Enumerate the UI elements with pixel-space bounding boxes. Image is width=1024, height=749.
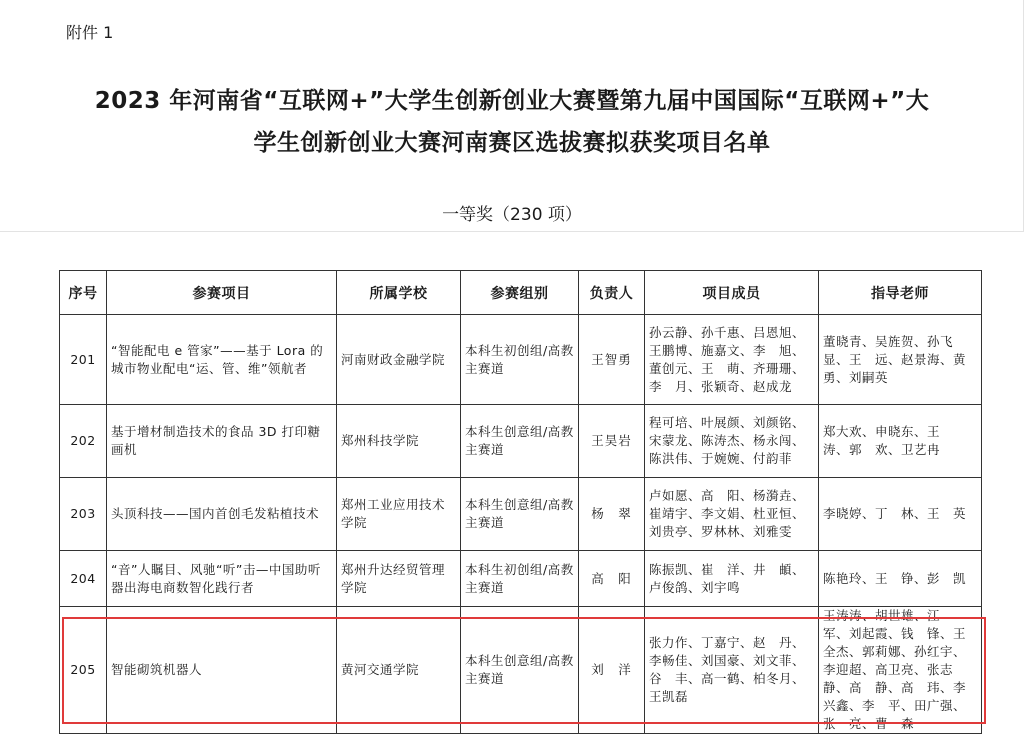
table-row [60, 478, 982, 551]
column-header-school: 所属学校 [337, 271, 461, 315]
column-header-project: 参赛项目 [107, 271, 337, 315]
column-header-group: 参赛组别 [461, 271, 579, 315]
document-title-line-1: 2023 年河南省“互联网+”大学生创新创业大赛暨第九届中国国际“互联网+”大 [94, 88, 930, 114]
row-leader: 王智勇 [579, 315, 645, 405]
row-advisors: 王涛涛、胡世雄、江 军、刘起霞、钱 锋、王全杰、郭莉娜、孙红宇、李迎超、高卫亮、张志静、高 静、高 玮、李兴鑫、李 平、田广强、张 亮、曹 森 [819, 607, 982, 734]
column-header-members: 项目成员 [645, 271, 819, 315]
row-school: 郑州升达经贸管理学院 [337, 551, 461, 607]
row-no: 202 [60, 405, 107, 478]
row-advisors: 郑大欢、申晓东、王 涛、郭 欢、卫艺冉 [819, 405, 982, 478]
row-members: 卢如愿、高 阳、杨漪垚、崔靖宇、李文娟、杜亚恒、刘贵亭、罗林林、刘雅雯 [645, 478, 819, 551]
document-title-line-2: 学生创新创业大赛河南赛区选拔赛拟获奖项目名单 [253, 130, 771, 156]
table-row [60, 405, 982, 478]
row-leader: 高 阳 [579, 551, 645, 607]
row-leader: 刘 洋 [579, 607, 645, 734]
column-header-leader: 负责人 [579, 271, 645, 315]
row-project: “音”人瞩目、风驰“听”击—中国助听器出海电商数智化践行者 [107, 551, 337, 607]
row-members: 程可培、叶展颜、刘颜铭、宋蒙龙、陈涛杰、杨永闯、陈洪伟、于婉婉、付韵菲 [645, 405, 819, 478]
row-project: 智能砌筑机器人 [107, 607, 337, 734]
row-school: 河南财政金融学院 [337, 315, 461, 405]
row-leader: 王昊岩 [579, 405, 645, 478]
award-list-table [59, 270, 982, 734]
row-leader: 杨 翠 [579, 478, 645, 551]
row-group: 本科生初创组/高教主赛道 [461, 551, 579, 607]
row-no: 201 [60, 315, 107, 405]
row-project: 头顶科技——国内首创毛发粘植技术 [107, 478, 337, 551]
row-members: 陈振凯、崔 洋、井 頔、卢俊鸽、刘宇鸣 [645, 551, 819, 607]
row-project: “智能配电 e 管家”——基于 Lora 的城市物业配电“运、管、维”领航者 [107, 315, 337, 405]
table-row [60, 551, 982, 607]
row-advisors: 陈艳玲、王 铮、彭 凯 [819, 551, 982, 607]
row-advisors: 李晓婷、丁 林、王 英 [819, 478, 982, 551]
row-school: 郑州科技学院 [337, 405, 461, 478]
document-header [0, 0, 1024, 232]
row-group: 本科生创意组/高教主赛道 [461, 405, 579, 478]
row-no: 203 [60, 478, 107, 551]
table-row [60, 315, 982, 405]
row-members: 孙云静、孙千惠、吕恩旭、王鹏博、施嘉文、李 旭、董创元、王 萌、齐珊珊、李 月、张颖奇、赵成龙 [645, 315, 819, 405]
award-level-heading: 一等奖（230 项） [442, 205, 582, 225]
column-header-advisors: 指导老师 [819, 271, 982, 315]
row-group: 本科生创意组/高教主赛道 [461, 478, 579, 551]
attachment-label: 附件 1 [66, 23, 114, 42]
row-project: 基于增材制造技术的食品 3D 打印糖画机 [107, 405, 337, 478]
row-no: 205 [60, 607, 107, 734]
table-row [60, 607, 982, 734]
row-school: 郑州工业应用技术学院 [337, 478, 461, 551]
row-school: 黄河交通学院 [337, 607, 461, 734]
column-header-no: 序号 [60, 271, 107, 315]
row-no: 204 [60, 551, 107, 607]
row-advisors: 董晓青、吴旌贺、孙飞显、王 远、赵景海、黄 勇、刘嗣英 [819, 315, 982, 405]
row-members: 张力作、丁嘉宁、赵 丹、李畅佳、刘国豪、刘文菲、谷 丰、高一鹤、柏冬月、王凯磊 [645, 607, 819, 734]
row-group: 本科生创意组/高教主赛道 [461, 607, 579, 734]
table-header-row [60, 271, 982, 315]
row-group: 本科生初创组/高教主赛道 [461, 315, 579, 405]
